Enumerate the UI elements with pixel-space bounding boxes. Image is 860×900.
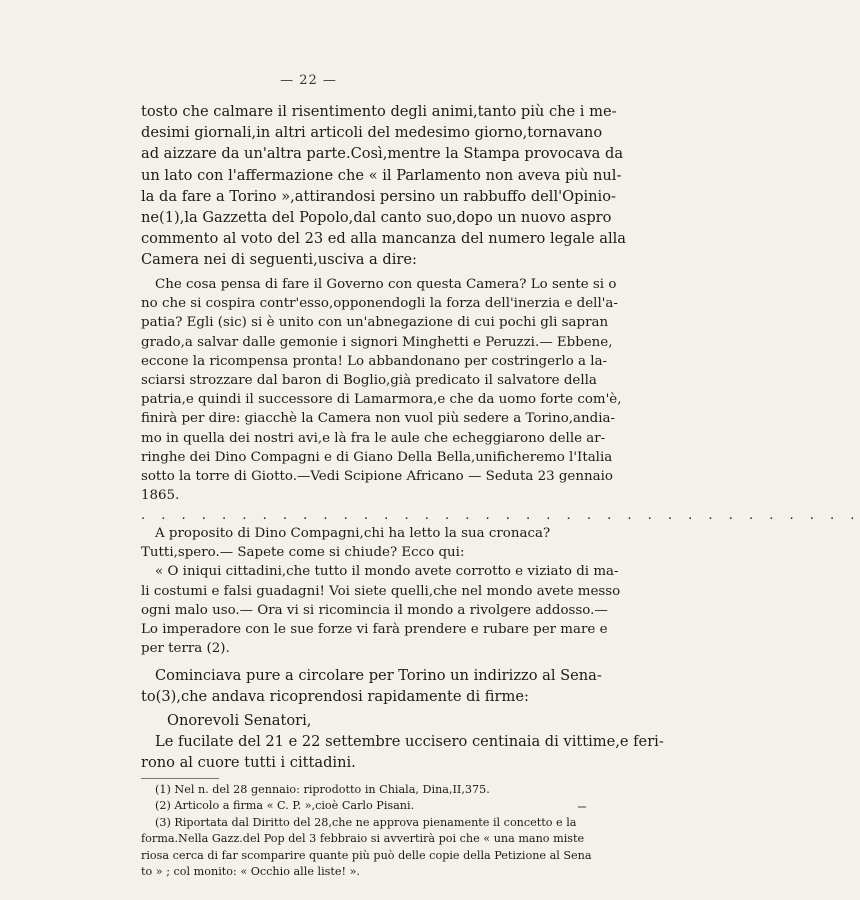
dialogue-line: li costumi e falsi guadagni! Voi siete quelli,che nel mondo avete messo [141,583,621,599]
text-line: Camera nei di seguenti,usciva a dire: [141,251,417,269]
quote-line: ringhe dei Dino Compagni e di Giano Della Bella,unificheremo l'Italia [141,449,613,465]
text-line: Cominciava pure a circolare per Torino un indirizzo al Sena- [155,667,602,684]
quote-line: no che si cospira contr'esso,opponendogli la forza dell'inerzia e dell'a- [141,296,618,312]
footnote-2: (2) Articolo a firma « C. P. »,cioè Carlo Pisani. [155,799,415,813]
text-line: to(3),che andava ricoprendosi rapidamente di firme: [141,688,529,706]
footnote-rule [141,778,219,779]
footnote-3-cont: riosa cerca di far scomparire quante più può delle copie della Petizione al Sena [141,848,592,862]
address-block [141,710,664,774]
quote-line: sotto la torre di Giotto.—Vedi Scipione Africano — Seduta 23 gennaio [141,468,613,484]
quote-line: mo in quella dei nostri avi,e là fra le aule che echeggiarono delle ar- [141,430,606,446]
footnote-1: (1) Nel n. del 28 gennaio: riprodotto in Chiala, Dina,II,375. [155,783,490,796]
paragraph-1 [141,101,626,271]
text-line: un lato con l'affermazione che « il Parlamento non aveva più nul- [141,166,622,184]
quote-line: grado,a salvar dalle gemonie i signori Minghetti e Peruzzi.— Ebbene, [141,334,613,350]
footnote-3: (3) Riportata dal Diritto del 28,che ne approva pienamente il concetto e la [155,815,577,829]
paper-mark [578,806,586,808]
address-line: rono al cuore tutti i cittadini. [141,754,356,772]
page-number: — 22 — [280,73,337,88]
dialogue-line: A proposito di Dino Compagni,chi ha letto la sua cronaca? [155,526,551,541]
footnote-3-cont: to » ; col monito: « Occhio alle liste! ». [141,864,360,878]
dialogue-line: Lo imperadore con le sue forze vi farà prendere e rubare per mare e [141,621,608,637]
footnotes [141,782,592,880]
quote-line: eccone la ricompensa pronta! Lo abbandonano per costringerlo a la- [141,353,608,369]
dialogue-line: per terra (2). [141,641,230,657]
text-line: ne(1),la Gazzetta del Popolo,dal canto suo,dopo un nuovo aspro [141,208,612,226]
quote-line: patria,e quindi il successore di Lamarmora,e che da uomo forte com'è, [141,392,622,408]
quote-line: patia? Egli (sic) si è unito con un'abnegazione di cui pochi gli sapran [141,315,609,331]
dot-leader: . . . . . . . . . . . . . . . . . . . . . . . . . . . . . . . . . . . . [141,508,860,523]
address-salutation: Onorevoli Senatori, [167,712,312,729]
dialogue-line: « O iniqui cittadini,che tutto il mondo avete corrotto e viziato di ma- [155,564,619,580]
newspaper-quote [141,275,622,505]
address-line: Le fucilate del 21 e 22 settembre uccisero centinaia di vittime,e feri- [155,733,664,751]
dialogue-line: ogni malo uso.— Ora vi si ricomincia il mondo a rivolgere addosso.— [141,602,608,618]
footnote-3-cont: forma.Nella Gazz.del Pop del 3 febbraio si avvertirà poi che « una mano miste [141,832,585,846]
quote-line: Che cosa pensa di fare il Governo con questa Camera? Lo sente si o [155,277,617,292]
paragraph-2 [141,665,602,707]
quote-line: sciarsi strozzare dal baron di Boglio,già predicato il salvatore della [141,372,597,388]
ellipsis-separator [141,507,860,525]
text-line: desimi giornali,in altri articoli del medesimo giorno,tornavano [141,124,603,142]
quote-line: finirà per dire: giacchè la Camera non vuol più sedere a Torino,andia- [141,411,615,427]
text-line: commento al voto del 23 ed alla mancanza del numero legale alla [141,230,626,248]
quote-line: 1865. [141,488,180,504]
text-line: ad aizzare da un'altra parte.Così,mentre la Stampa provocava da [141,145,624,163]
dialogue-line: Tutti,spero.— Sapete come si chiude? Ecco qui: [141,545,465,561]
text-line: la da fare a Torino »,attirandosi persino un rabbuffo dell'Opinio- [141,187,616,205]
dialogue-block [141,524,621,658]
text-line: tosto che calmare il risentimento degli animi,tanto più che i me- [141,103,617,120]
